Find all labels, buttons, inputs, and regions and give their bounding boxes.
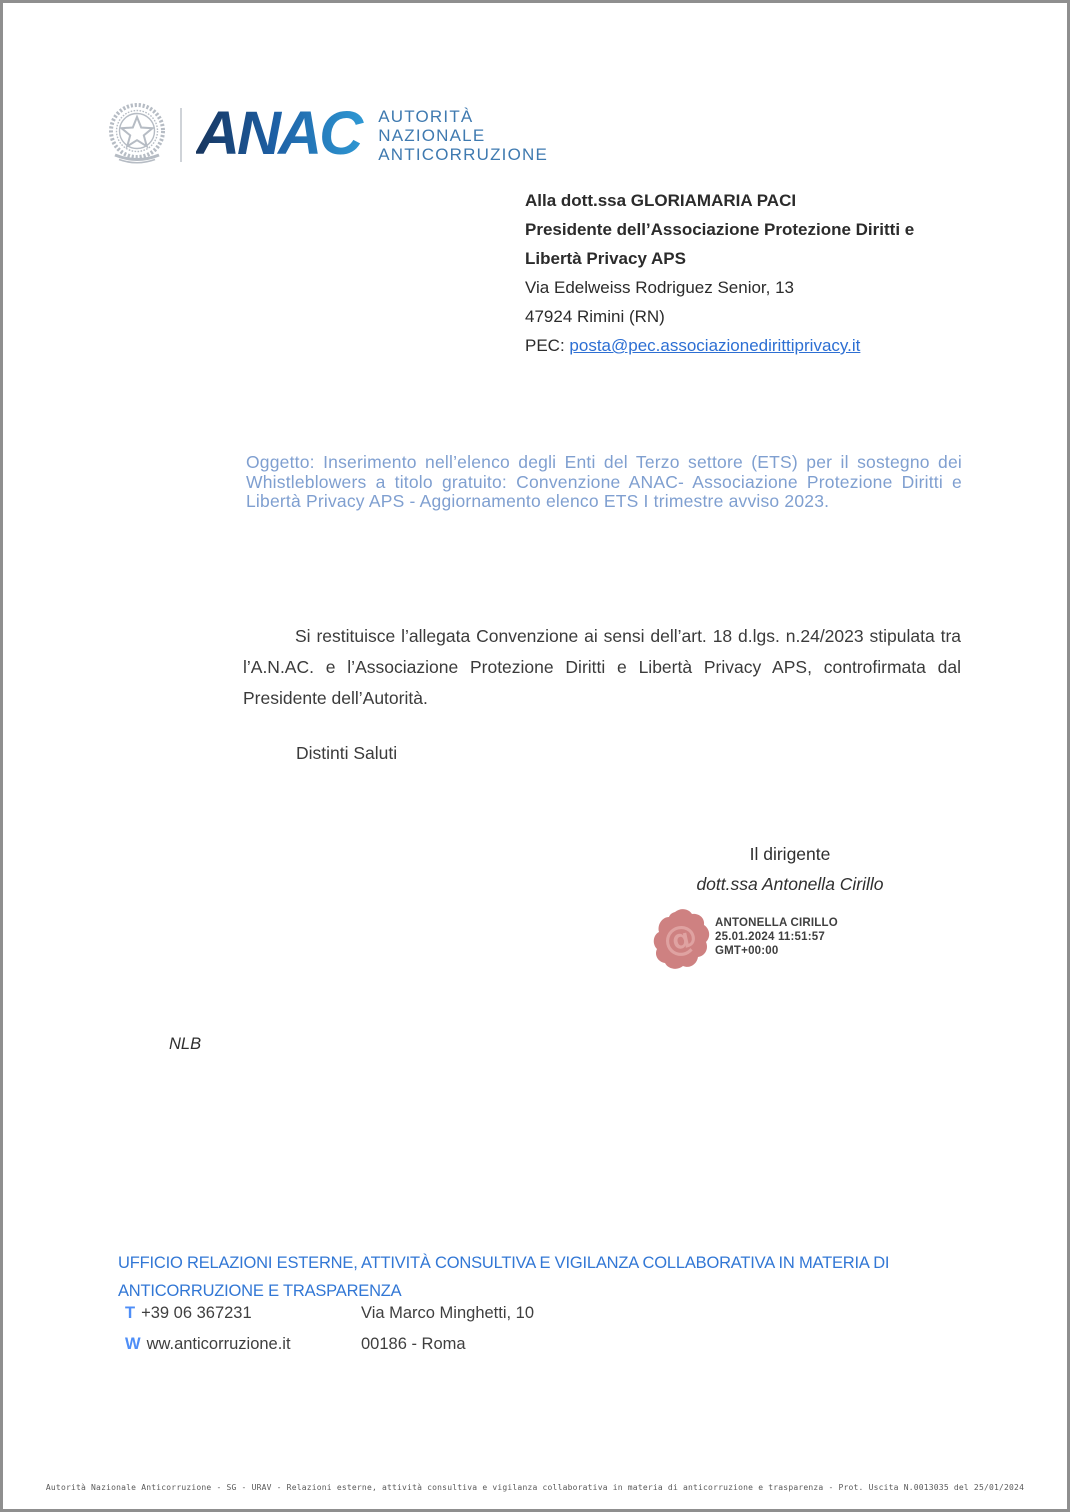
signature-block [639, 839, 941, 899]
recipient-pec-line [525, 331, 970, 360]
stamp-holder: ANTONELLA CIRILLO [715, 917, 838, 929]
clerk-initials: NLB [169, 1035, 202, 1053]
address-city: 00186 - Roma [361, 1335, 466, 1353]
footer-address [361, 1298, 534, 1360]
anac-header-logo [106, 101, 548, 169]
logo-divider [180, 108, 182, 162]
recipient-name: Alla dott.ssa GLORIAMARIA PACI [525, 191, 797, 210]
web-line [125, 1329, 291, 1360]
italy-coat-of-arms-icon [106, 102, 168, 168]
recipient-block [525, 186, 970, 360]
signer-role: Il dirigente [749, 844, 831, 864]
protocol-line: Autorità Nazionale Anticorruzione - SG - URAV - Relazioni esterne, attività consultiva e vigilanza collaborativa in materia di anticorruzione e trasparenza - Prot. Uscita N.0013035 del 25/01/2024 [45, 1483, 1025, 1492]
phone-number: +39 06 367231 [141, 1304, 252, 1322]
anac-wordmark: ANAC [196, 103, 368, 163]
recipient-city: 47924 Rimini (RN) [525, 307, 665, 326]
office-name: UFFICIO RELAZIONI ESTERNE, ATTIVITÀ CONSULTIVA E VIGILANZA COLLABORATIVA IN MATERIA DI ANTICORRUZIONE E TRASPARENZA [118, 1254, 890, 1300]
stamp-timezone: GMT+00:00 [715, 945, 779, 957]
wax-seal-at-icon [651, 904, 711, 980]
org-name-line3: ANTICORRUZIONE [378, 144, 549, 164]
pec-label: PEC: [525, 336, 570, 355]
svg-text:@: @ [659, 915, 702, 963]
body-paragraph: Si restituisce l’allegata Convenzione ai sensi dell’art. 18 d.lgs. n.24/2023 stipulata tra l’A.N.AC. e l’Associazione Protezione Diritti e Libertà Privacy APS, controfirmata dal Presidente dell’Autorità. [243, 626, 961, 708]
recipient-title: Presidente dell’Associazione Protezione Diritti e Libertà Privacy APS [525, 220, 915, 268]
pec-email-link[interactable]: posta@pec.associazionedirittiprivacy.it [569, 336, 861, 355]
website[interactable]: ww.anticorruzione.it [146, 1335, 291, 1353]
web-label: W [125, 1335, 141, 1353]
phone-line [125, 1298, 291, 1329]
org-name [378, 107, 548, 164]
org-name-line2: NAZIONALE [378, 125, 486, 145]
digital-signature-stamp [651, 904, 838, 980]
subject-paragraph: Oggetto: Inserimento nell’elenco degli Enti del Terzo settore (ETS) per il sostegno dei Whistleblowers a titolo gratuito: Convenzione ANAC- Associazione Protezione Diritti e Libertà Privacy APS - Aggiornamento elenco ETS I trimestre avviso 2023. [246, 452, 962, 511]
stamp-text [715, 916, 838, 980]
org-name-line1: AUTORITÀ [378, 106, 474, 126]
address-street: Via Marco Minghetti, 10 [361, 1304, 535, 1322]
footer-contacts [125, 1298, 291, 1360]
phone-label: T [125, 1304, 136, 1322]
signer-name: dott.ssa Antonella Cirillo [696, 874, 884, 894]
recipient-street: Via Edelweiss Rodriguez Senior, 13 [525, 278, 795, 297]
stamp-datetime: 25.01.2024 11:51:57 [715, 931, 825, 943]
closing-salutation: Distinti Saluti [296, 743, 398, 763]
